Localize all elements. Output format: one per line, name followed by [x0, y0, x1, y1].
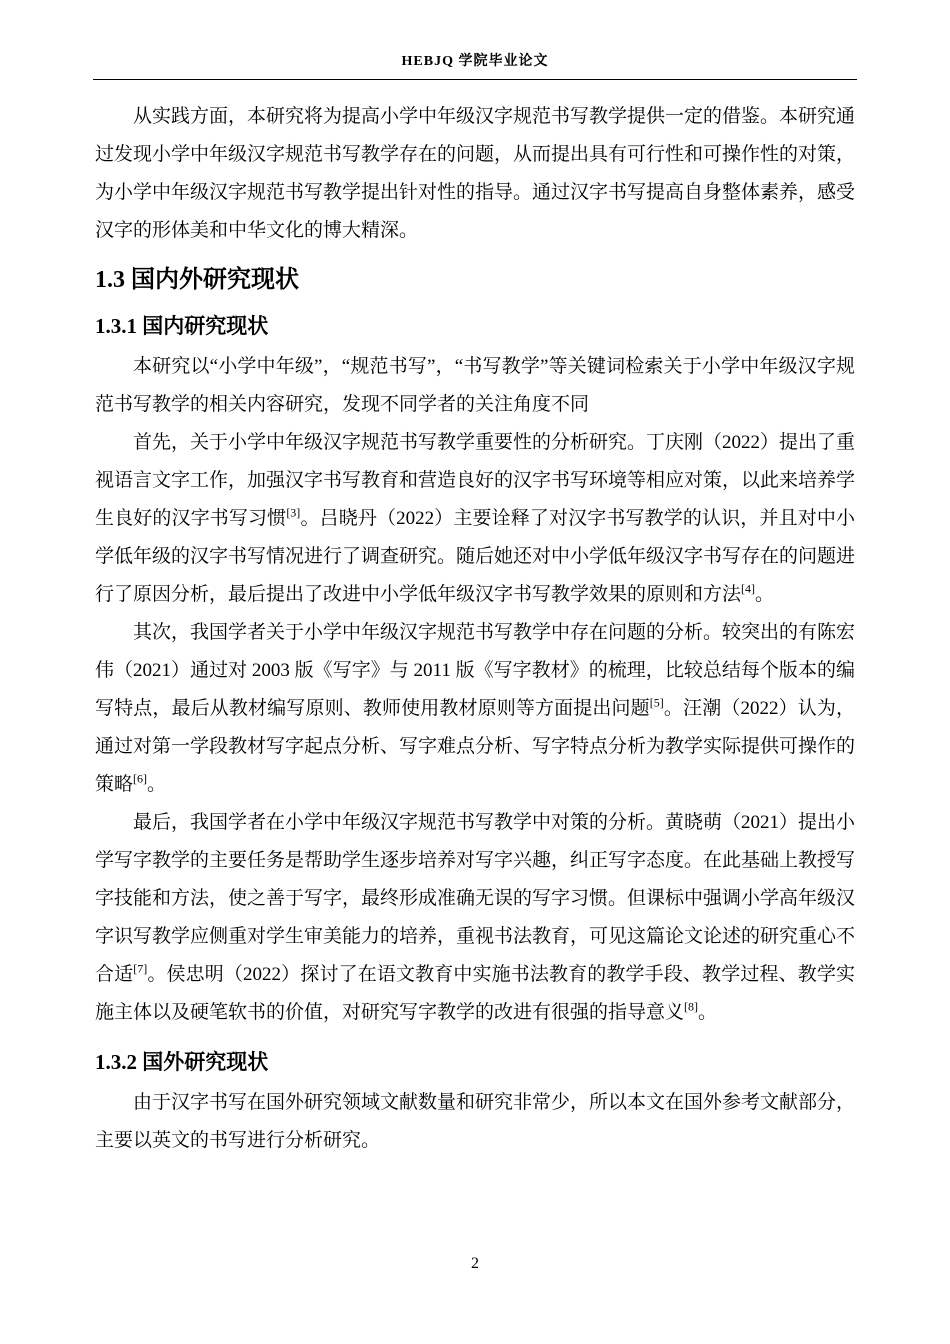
sub-heading-1-3-1: 1.3.1 国内研究现状 — [95, 314, 269, 338]
paragraph-keywords: 本研究以“小学中年级”，“规范书写”，“书写教学”等关键词检索关于小学中年级汉字规范书写教学的相关内容研究，发现不同学者的关注角度不同 — [95, 356, 855, 415]
section-heading-1-3: 1.3 国内外研究现状 — [95, 267, 299, 293]
paragraph-firstly — [95, 424, 855, 614]
paragraph-lastly — [95, 804, 855, 1032]
citation-ref-3: [3] — [286, 505, 301, 520]
citation-ref-6: [6] — [133, 771, 148, 786]
citation-ref-5: [5] — [649, 695, 664, 710]
paragraph-text: 其次，我国学者关于小学中年级汉字规范书写教学中存在问题的分析。较突出的有陈宏伟（2021）通过对 2003 版《写字》与 2011 版《写字教材》的梳理，比较总结每个版本的编写特点，最后从教材编写原则、教师使用教材原则等方面提出问题 — [95, 622, 856, 719]
paragraph-secondly — [95, 614, 855, 804]
paragraph-text: 。 — [698, 1002, 718, 1023]
citation-ref-8: [8] — [684, 999, 699, 1014]
paragraph-text: 最后，我国学者在小学中年级汉字规范书写教学中对策的分析。黄晓萌（2021）提出小学写字教学的主要任务是帮助学生逐步培养对写字兴趣，纠正写字态度。在此基础上教授写字技能和方法，使之善于写字，最终形成准确无误的写字习惯。但课标中强调小学高年级汉字识写教学应侧重对学生审美能力的培养，重视书法教育，可见这篇论文论述的研究重心不合适 — [95, 812, 856, 985]
paragraph-text: 首先，关于小学中年级汉字规范书写教学重要性的分析研究。丁庆刚（2022）提出了重视语言文字工作，加强汉字书写教育和营造良好的汉字书写环境等相应对策，以此来培养学生良好的汉字书写习惯 — [95, 432, 856, 529]
paragraph-text: 。侯忠明（2022）探讨了在语文教育中实施书法教育的教学手段、教学过程、教学实施主体以及硬笔软书的价值，对研究写字教学的改进有很强的指导意义 — [95, 964, 855, 1023]
paragraph-intro: 从实践方面，本研究将为提高小学中年级汉字规范书写教学提供一定的借鉴。本研究通过发现小学中年级汉字规范书写教学存在的问题，从而提出具有可行性和可操作性的对策，为小学中年级汉字规范书写教学提出针对性的指导。通过汉字书写提高自身整体素养，感受汉字的形体美和中华文化的博大精深。 — [95, 106, 856, 241]
citation-ref-4: [4] — [741, 581, 756, 596]
page-number: 2 — [471, 1255, 479, 1272]
paragraph-text: 。吕晓丹（2022）主要诠释了对汉字书写教学的认识，并且对中小学低年级的汉字书写情况进行了调查研究。随后她还对中小学低年级汉字书写存在的问题进行了原因分析，最后提出了改进中小学低年级汉字书写教学效果的原则和方法 — [95, 508, 856, 605]
citation-ref-7: [7] — [133, 961, 148, 976]
paragraph-text: 。 — [755, 584, 775, 605]
header-title: HEBJQ 学院毕业论文 — [401, 54, 549, 69]
paragraph-text: 。汪潮（2022）认为，通过对第一学段教材写字起点分析、写字难点分析、写字特点分析为教学实际提供可操作的策略 — [95, 698, 856, 795]
paragraph-foreign: 由于汉字书写在国外研究领域文献数量和研究非常少，所以本文在国外参考文献部分，主要以英文的书写进行分析研究。 — [95, 1092, 856, 1151]
sub-heading-1-3-2: 1.3.2 国外研究现状 — [95, 1050, 269, 1074]
page-header — [93, 0, 857, 80]
document-body — [95, 80, 855, 1160]
paragraph-text: 。 — [147, 774, 167, 795]
